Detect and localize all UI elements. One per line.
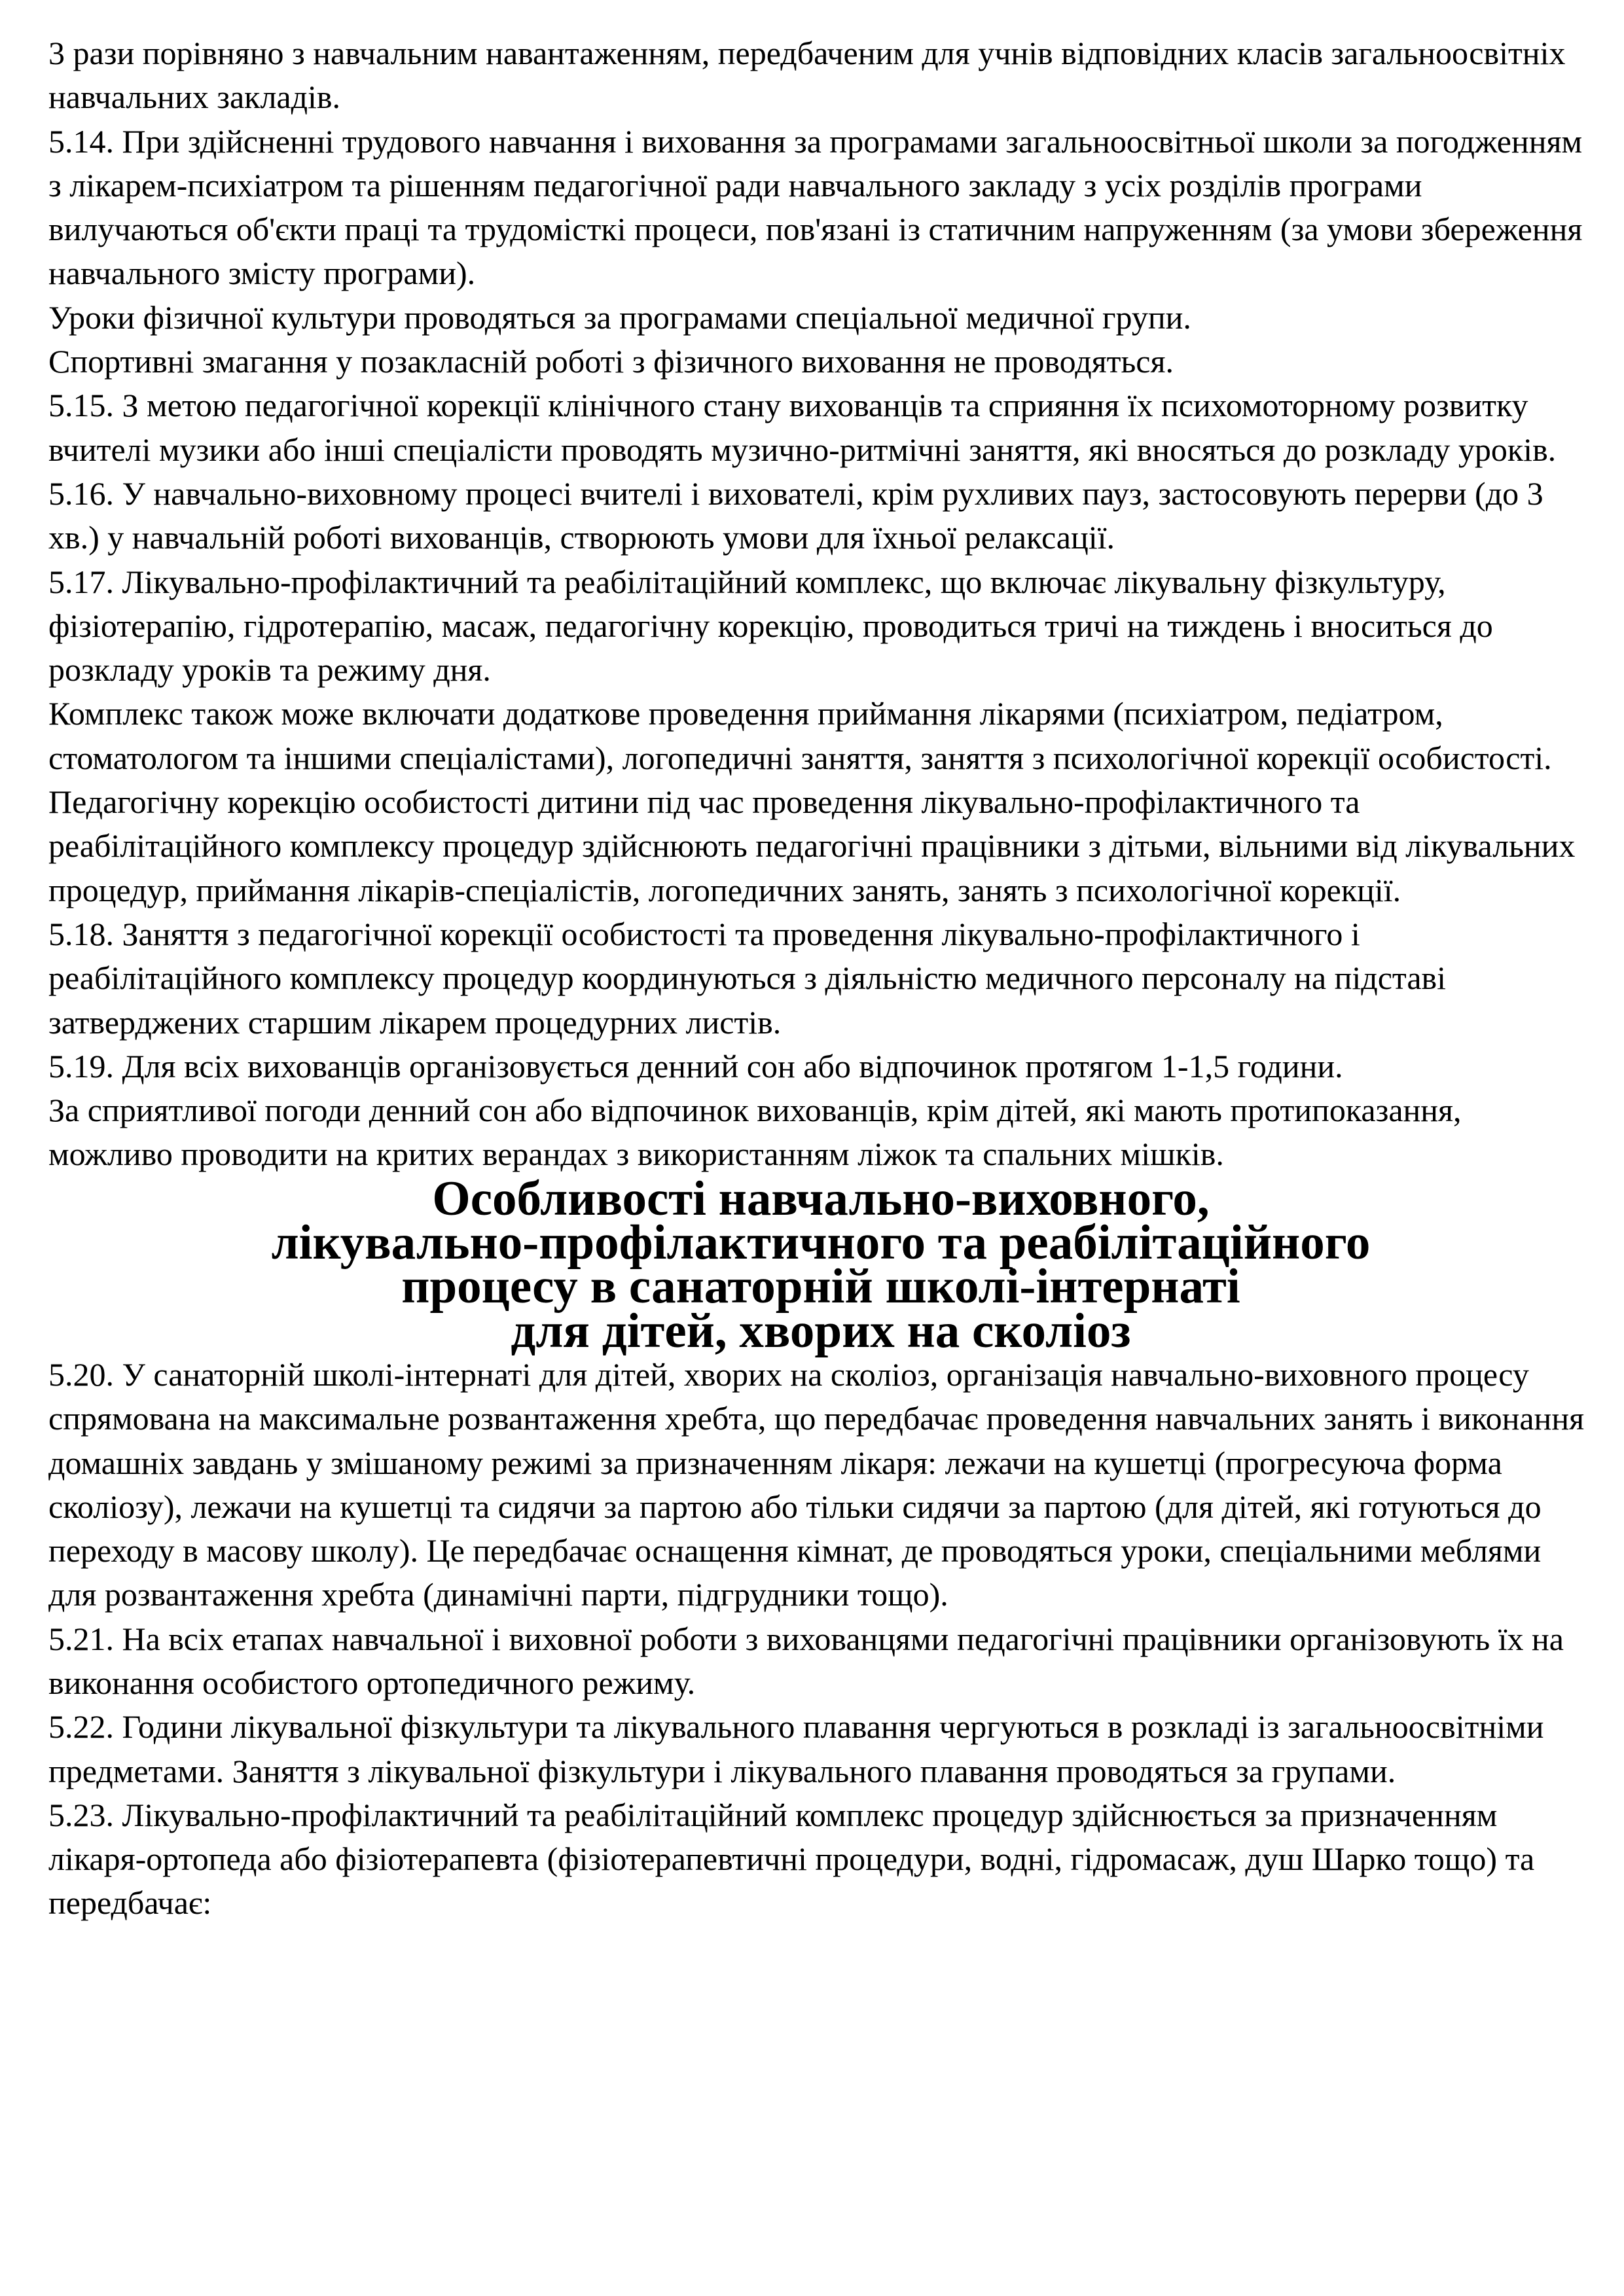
paragraph-complex-additional: Комплекс також може включати додаткове проведення приймання лікарями (психіатром, педіатром, стоматологом та іншими спеціалістами), логопедичні заняття, заняття з психологічної корекції особистості. [48,695,1552,776]
paragraph-5-17: 5.17. Лікувально-профілактичний та реабілітаційний комплекс, що включає лікувальну фізкультуру, фізіотерапію, гідротерапію, масаж, педагогічну корекцію, проводиться тричі на тиждень і вноситься до розкладу уроків та режиму дня. [48,563,1493,689]
document-page [48,31,1593,1926]
paragraph-continuation: 3 рази порівняно з навчальним навантаженням, передбаченим для учнів відповідних класів загальноосвітніх навчальних закладів. [48,35,1566,116]
paragraph-5-14: 5.14. При здійсненні трудового навчання і виховання за програмами загальноосвітньої школи за погодженням з лікарем-психіатром та рішенням педагогічної ради навчального закладу з усіх розділів програми вилучаються об'єкти праці та трудомісткі процеси, пов'язані із статичним напруженням (за умови збереження навчального змісту програми). [48,122,1583,292]
paragraph-5-19: 5.19. Для всіх вихованців організовується денний сон або відпочинок протягом 1-1,5 години. [48,1047,1343,1085]
paragraph-5-21: 5.21. На всіх етапах навчальної і виховної роботи з вихованцями педагогічні працівники організовують їх на виконання особистого ортопедичного режиму. [48,1620,1564,1701]
paragraph-5-18: 5.18. Заняття з педагогічної корекції особистості та проведення лікувально-профілактичного і реабілітаційного комплексу процедур координуються з діяльністю медичного персоналу на підставі затверджених старшим лікарем процедурних листів. [48,915,1447,1041]
section-heading-line-2: лікувально-профілактичного та реабілітаційного [271,1215,1371,1270]
paragraph-verandas: За сприятливої погоди денний сон або відпочинок вихованців, крім дітей, які мають протипоказання, можливо проводити на критих верандах з використанням ліжок та спальних мішків. [48,1092,1462,1173]
paragraph-5-20: 5.20. У санаторній школі-інтернаті для дітей, хворих на сколіоз, організація навчально-виховного процесу спрямована на максимальне розвантаження хребта, що передбачає проведення навчальних занять і виконання домашніх завдань у змішаному режимі за призначенням лікаря: лежачи на кушетці (прогресуюча форма сколіозу), лежачи на кушетці та сидячи за партою або тільки сидячи за партою (для дітей, які готуються до переходу в масову школу). Це передбачає оснащення кімнат, де проводяться уроки, спеціальними меблями для розвантаження хребта (динамічні парти, підгрудники тощо). [48,1355,1585,1613]
paragraph-5-22: 5.22. Години лікувальної фізкультури та лікувального плавання чергуються в розкладі із загальноосвітніми предметами. Заняття з лікувальної фізкультури і лікувального плавання проводяться за групами. [48,1708,1544,1789]
paragraph-physical-culture: Уроки фізичної культури проводяться за програмами спеціальної медичної групи. [48,298,1191,336]
section-heading-line-4: для дітей, хворих на сколіоз [511,1303,1131,1358]
paragraph-5-16: 5.16. У навчально-виховному процесі вчителі і вихователі, крім рухливих пауз, застосовують перерви (до 3 хв.) у навчальній роботі вихованців, створюють умови для їхньої релаксації. [48,475,1543,556]
section-heading-line-1: Особливості навчально-виховного, [432,1171,1210,1226]
paragraph-sports-competitions: Спортивні змагання у позакласній роботі з фізичного виховання не проводяться. [48,343,1174,380]
paragraph-5-23: 5.23. Лікувально-профілактичний та реабілітаційний комплекс процедур здійснюється за призначенням лікаря-ортопеда або фізіотерапевта (фізіотерапевтичні процедури, водні, гідромасаж, душ Шарко тощо) та передбачає: [48,1796,1535,1922]
section-heading-line-3: процесу в санаторній школі-інтернаті [401,1259,1240,1314]
paragraph-pedagogical-correction: Педагогічну корекцію особистості дитини під час проведення лікувально-профілактичного та реабілітаційного комплексу процедур здійснюють педагогічні працівники з дітьми, вільними від лікувальних процедур, приймання лікарів-спеціалістів, логопедичних занять, занять з психологічної корекції. [48,783,1576,908]
section-heading [48,1171,1593,1358]
paragraph-5-15: 5.15. З метою педагогічної корекції клінічного стану вихованців та сприяння їх психомоторному розвитку вчителі музики або інші спеціалісти проводять музично-ритмічні заняття, які вносяться до розкладу уроків. [48,387,1557,468]
